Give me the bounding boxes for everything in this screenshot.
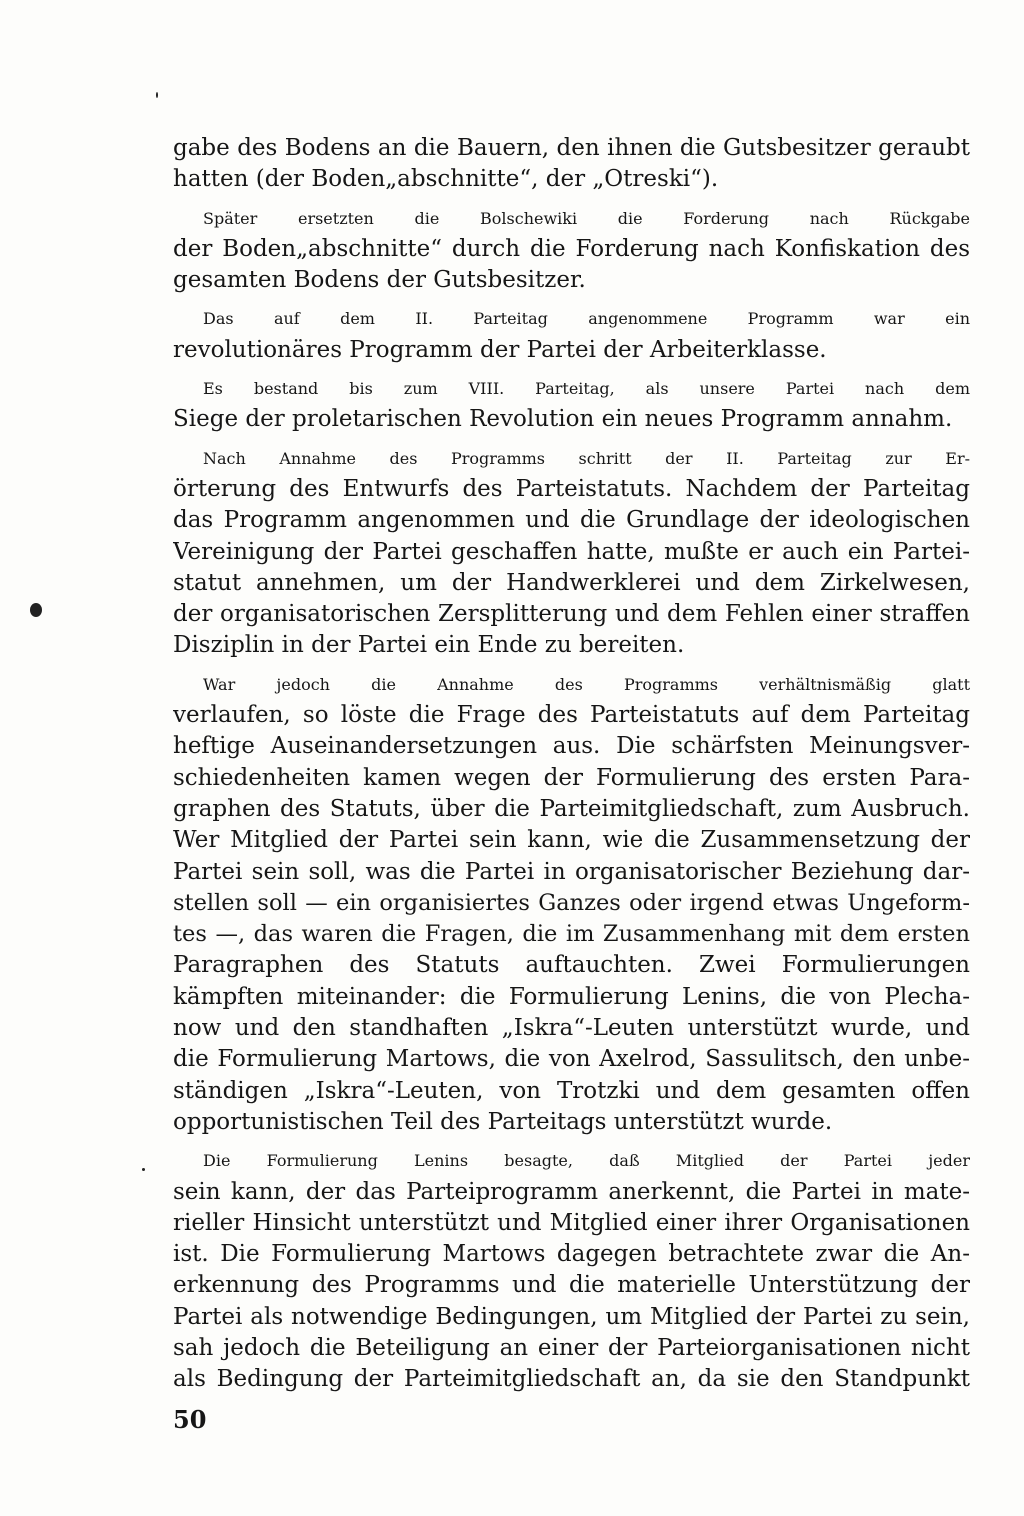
- text-line: opportunistischen Teil des Parteitags unterstützt wurde.: [173, 1108, 833, 1135]
- print-speck: [142, 1168, 145, 1171]
- text-line: Später ersetzten die Bolschewiki die Forderung nach Rückgabe: [203, 208, 970, 228]
- text-line: ist. Die Formulierung Martows dagegen betrachtete zwar die An-: [173, 1241, 970, 1268]
- ink-blot: [30, 603, 42, 617]
- text-line: sein kann, der das Parteiprogramm anerkennt, die Partei in mate-: [173, 1178, 970, 1205]
- text-line: die Formulierung Martows, die von Axelrod, Sassulitsch, den unbe-: [173, 1046, 970, 1073]
- text-line: hatten (der Boden„abschnitte“, der „Otreski“).: [173, 166, 719, 193]
- text-line: der Boden„abschnitte“ durch die Forderung nach Konfiskation des: [173, 235, 970, 262]
- text-line: Partei sein soll, was die Partei in organisatorischer Beziehung dar-: [173, 858, 970, 885]
- text-line: als Bedingung der Parteimitgliedschaft an, da sie den Standpunkt: [173, 1366, 970, 1393]
- page-number: 50: [173, 1405, 207, 1434]
- paragraph: [173, 133, 970, 196]
- text-line: Wer Mitglied der Partei sein kann, wie die Zusammensetzung der: [173, 827, 970, 854]
- text-line: das Programm angenommen und die Grundlage der ideologischen: [173, 507, 970, 534]
- text-line: Es bestand bis zum VIII. Parteitag, als unsere Partei nach dem: [203, 379, 970, 399]
- text-line: War jedoch die Annahme des Programms verhältnismäßig glatt: [203, 674, 970, 694]
- text-line: Die Formulierung Lenins besagte, daß Mitglied der Partei jeder: [203, 1151, 970, 1171]
- text-line: gesamten Bodens der Gutsbesitzer.: [173, 267, 586, 294]
- text-line: Partei als notwendige Bedingungen, um Mitglied der Partei zu sein,: [173, 1303, 970, 1330]
- text-line: Disziplin in der Partei ein Ende zu bereiten.: [173, 632, 685, 659]
- text-line: heftige Auseinandersetzungen aus. Die schärfsten Meinungsver-: [173, 733, 970, 760]
- text-line: revolutionäres Programm der Partei der Arbeiterklasse.: [173, 336, 827, 363]
- text-line: rieller Hinsicht unterstützt und Mitglied einer ihrer Organisationen: [173, 1209, 970, 1236]
- text-line: erkennung des Programms und die materielle Unterstützung der: [173, 1272, 970, 1299]
- text-line: Vereinigung der Partei geschaffen hatte, mußte er auch ein Partei-: [173, 538, 970, 565]
- body-text: [173, 133, 970, 1403]
- text-line: Nach Annahme des Programms schritt der II. Parteitag zur Er-: [203, 448, 970, 468]
- text-line: Das auf dem II. Parteitag angenommene Programm war ein: [203, 309, 970, 329]
- text-line: der organisatorischen Zersplitterung und dem Fehlen einer straffen: [173, 601, 970, 628]
- print-speck: [156, 92, 158, 98]
- text-line: graphen des Statuts, über die Parteimitgliedschaft, zum Ausbruch.: [173, 795, 970, 822]
- text-line: Siege der proletarischen Revolution ein neues Programm annahm.: [173, 406, 953, 433]
- text-line: now und den standhaften „Iskra“-Leuten unterstützt wurde, und: [173, 1015, 970, 1042]
- paragraph: [173, 303, 970, 366]
- text-line: tes —, das waren die Fragen, die im Zusammenhang mit dem ersten: [173, 921, 970, 948]
- paragraph: [173, 669, 970, 1138]
- paragraph: [173, 443, 970, 662]
- text-line: sah jedoch die Beteiligung an einer der Parteiorganisationen nicht: [173, 1334, 970, 1361]
- text-line: Paragraphen des Statuts auftauchten. Zwei Formulierungen: [173, 952, 970, 979]
- text-line: ständigen „Iskra“-Leuten, von Trotzki und dem gesamten offen: [173, 1077, 970, 1104]
- text-line: schiedenheiten kamen wegen der Formulierung des ersten Para-: [173, 764, 970, 791]
- text-line: örterung des Entwurfs des Parteistatuts. Nachdem der Parteitag: [173, 475, 970, 502]
- paragraph: [173, 373, 970, 436]
- text-line: stellen soll — ein organisiertes Ganzes oder irgend etwas Ungeform-: [173, 889, 970, 916]
- paragraph: [173, 1145, 970, 1395]
- paragraph: [173, 203, 970, 297]
- text-line: verlaufen, so löste die Frage des Parteistatuts auf dem Parteitag: [173, 702, 970, 729]
- text-line: kämpften miteinander: die Formulierung Lenins, die von Plecha-: [173, 983, 970, 1010]
- text-line: gabe des Bodens an die Bauern, den ihnen die Gutsbesitzer geraubt: [173, 135, 970, 161]
- text-line: statut annehmen, um der Handwerklerei und dem Zirkelwesen,: [173, 569, 970, 596]
